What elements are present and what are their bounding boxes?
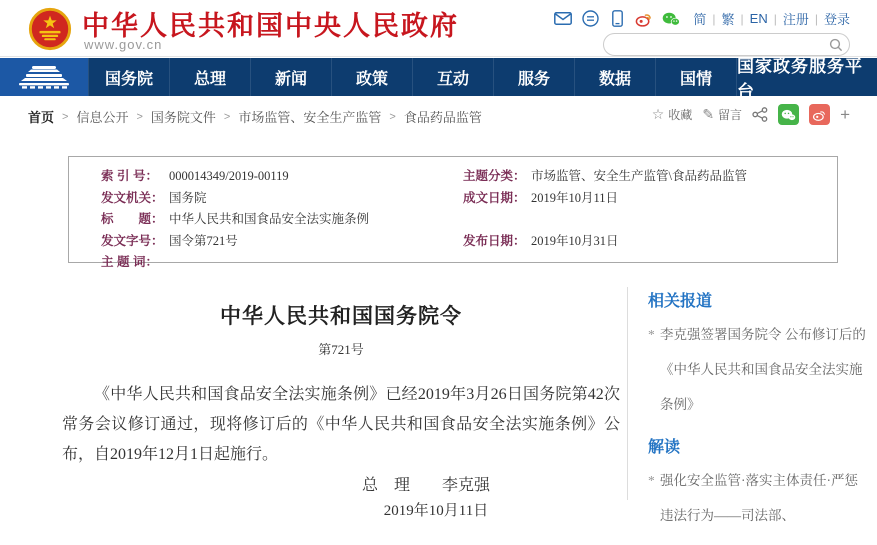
main-nav: [0, 57, 877, 101]
breadcrumb: 首页 > 信息公开 > 国务院文件 > 市场监管、安全生产监管 > 食品药品监管: [28, 107, 482, 126]
document-sign-date: 2019年10月11日: [383, 503, 489, 519]
list-bullet: *: [648, 327, 655, 342]
wechat-share-icon: [781, 109, 796, 121]
mobile-icon[interactable]: [608, 10, 626, 27]
meta-keywords: 主 题 词：: [101, 255, 158, 269]
weibo-share-icon: [812, 109, 827, 121]
site-title: 中华人民共和国中央人民政府: [82, 11, 459, 41]
list-bullet: *: [648, 473, 655, 488]
share-weibo-button[interactable]: [809, 104, 830, 125]
nav-item-state-council[interactable]: 国务院: [88, 58, 169, 96]
related-report-link[interactable]: * 李克强签署国务院令 公布修订后的《中华人民共和国食品安全法实施条例》: [648, 317, 870, 422]
breadcrumb-food-drug[interactable]: 食品药品监管: [403, 110, 482, 125]
share-icon: [752, 107, 768, 122]
nav-item-interact[interactable]: 互动: [412, 58, 493, 96]
language-account-links: 简 | 繁 | EN | 注册 | 登录: [693, 11, 850, 27]
weibo-icon[interactable]: [635, 10, 653, 27]
sidebar: [648, 288, 870, 545]
mail-icon[interactable]: [554, 10, 572, 27]
meta-left-column: [101, 166, 461, 274]
related-reports-title[interactable]: 相关报道: [648, 293, 713, 310]
interpretation-section: [648, 434, 870, 533]
breadcrumb-state-council-docs[interactable]: 国务院文件: [150, 110, 216, 125]
lang-english-link[interactable]: EN: [749, 11, 768, 26]
site-header: [0, 0, 877, 57]
document-content: [62, 300, 620, 520]
meta-index-number: 索 引 号： 000014349/2019-00119: [101, 169, 289, 183]
nav-item-gov-service-platform[interactable]: 国家政务服务平台: [736, 58, 877, 96]
national-emblem-icon: [27, 5, 73, 53]
document-signature: [62, 472, 620, 495]
lang-traditional-link[interactable]: 繁: [721, 12, 735, 27]
nav-item-data[interactable]: 数据: [574, 58, 655, 96]
tiananmen-icon: [16, 65, 72, 89]
nav-item-services[interactable]: 服务: [493, 58, 574, 96]
interpretation-title[interactable]: 解读: [648, 439, 681, 456]
breadcrumb-market-supervision[interactable]: 市场监管、安全生产监管: [238, 110, 382, 125]
signer-title: 总 理: [361, 477, 410, 494]
meta-right-column: [463, 166, 823, 252]
nav-home-button[interactable]: [0, 58, 88, 96]
nav-item-policy[interactable]: 政策: [331, 58, 412, 96]
sidebar-divider: [627, 287, 628, 500]
nav-item-national[interactable]: 国情: [655, 58, 736, 96]
share-wechat-button[interactable]: [778, 104, 799, 125]
document-body: 《中华人民共和国食品安全法实施条例》已经2019年3月26日国务院第42次常务会议修订通过，现将修订后的《中华人民共和国食品安全法实施条例》公布，自2019年12月1日起施行。: [62, 386, 620, 463]
signer-name: 李克强: [442, 477, 491, 494]
document-meta-box: [68, 156, 838, 269]
register-link[interactable]: 注册: [782, 12, 809, 27]
breadcrumb-row: [0, 96, 877, 134]
interpretation-link[interactable]: * 强化安全监管·落实主体责任·严惩违法行为——司法部、: [648, 463, 870, 533]
meta-publish-date: 发布日期： 2019年10月31日: [463, 233, 619, 248]
meta-title: 标 题： 中华人民共和国食品安全法实施条例: [101, 212, 370, 226]
related-reports-section: [648, 288, 870, 422]
meta-topic-category: 主题分类： 市场监管、安全生产监管\食品药品监管: [463, 169, 747, 183]
more-share-button[interactable]: +: [840, 105, 850, 124]
header-quick-bar: [554, 9, 850, 28]
message-icon[interactable]: [581, 10, 599, 27]
lang-simplified-link[interactable]: 简: [693, 12, 707, 27]
login-link[interactable]: 登录: [823, 12, 850, 27]
comment-button[interactable]: ✎ 留言: [702, 106, 743, 122]
nav-item-news[interactable]: 新闻: [250, 58, 331, 96]
meta-issuing-agency: 发文机关： 国务院: [101, 190, 207, 205]
search-icon: [829, 38, 843, 52]
breadcrumb-info-disclosure[interactable]: 信息公开: [76, 110, 129, 125]
site-url[interactable]: www.gov.cn: [84, 37, 163, 52]
meta-spacer-row: [463, 209, 823, 231]
nav-item-premier[interactable]: 总理: [169, 58, 250, 96]
star-icon: ☆: [651, 106, 665, 122]
document-number: 第721号: [318, 342, 364, 357]
breadcrumb-home[interactable]: 首页: [28, 110, 55, 125]
page-tools: [652, 104, 850, 125]
share-button[interactable]: [752, 107, 768, 122]
meta-document-number: 发文字号： 国令第721号: [101, 233, 238, 248]
wechat-icon[interactable]: [662, 10, 680, 27]
document-title: 中华人民共和国国务院令: [220, 304, 462, 328]
meta-written-date: 成文日期： 2019年10月11日: [463, 190, 619, 205]
favorite-button[interactable]: ☆ 收藏: [651, 106, 693, 122]
pencil-icon: ✎: [702, 106, 715, 122]
